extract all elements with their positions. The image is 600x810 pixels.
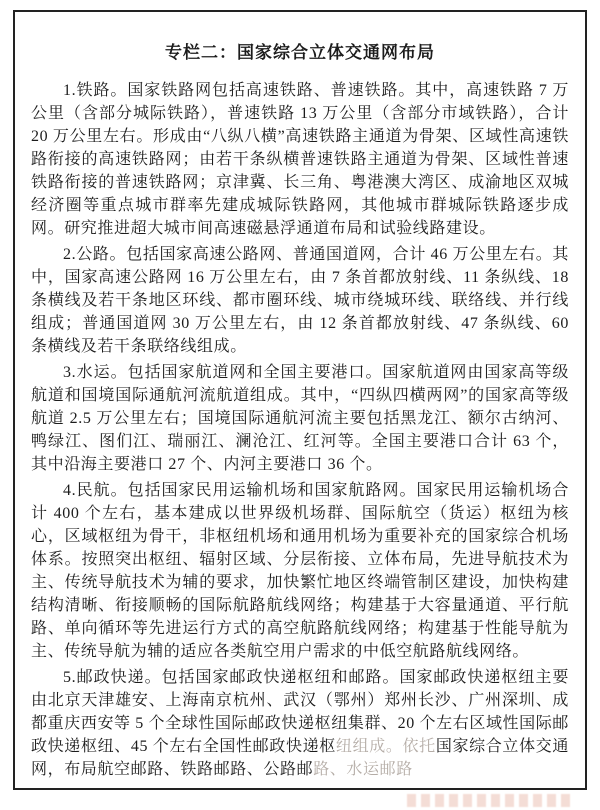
postal-segment-faded: 纽组成。依托 bbox=[335, 738, 436, 755]
paragraph-highway: 2.公路。包括国家高速公路网、普通国道网，合计 46 万公里左右。其中，国家高速公路网 16 万公里左右，由 7 条首都放射线、11 条纵线、18 条横线及若干条地区环线、都市圈环线、城市绕城环线、联络线、并行线组成；普通国道网 30 万公里左右，由 12 条首都放射线、47 条纵线、60 条横线及若干条联络线组成。 bbox=[31, 246, 569, 355]
policy-column-box bbox=[13, 10, 587, 790]
paragraph-railway: 1.铁路。国家铁路网包括高速铁路、普速铁路。其中，高速铁路 7 万公里（含部分城际铁路），普速铁路 13 万公里（含部分市域铁路），合计 20 万公里左右。形成由“八纵八横”高速铁路主通道为骨架、区域性高速铁路衔接的高速铁路网；由若干条纵横普速铁路主通道为骨架、区域性普速铁路衔接的普速铁路网；京津冀、长三角、粤港澳大湾区、成渝地区双城经济圈等重点城市群率先建成城际铁路网，其他城市群城际铁路逐步成网。研究推进超大城市间高速磁悬浮通道布局和试验线路建设。 bbox=[31, 82, 569, 237]
paragraph-aviation: 4.民航。包括国家民用运输机场和国家航路网。国家民用运输机场合计 400 个左右，基本建成以世界级机场群、国际航空（货运）枢纽为核心，区域枢纽为骨干，非枢纽机场和通用机场为重要补充的国家综合机场体系。按照突出枢纽、辐射区域、分层衔接、立体布局，先进导航技术为主、传统导航技术为辅的要求，加快繁忙地区终端管制区建设，加快构建结构清晰、衔接顺畅的国际航路航线网络；构建基于大容量通道、平行航路、单向循环等先进运行方式的高空航路航线网络；构建基于性能导航为主、传统导航为辅的适应各类航空用户需求的中低空航路航线网络。 bbox=[31, 482, 569, 660]
postal-segment-faded: 路、水运邮路 bbox=[313, 761, 413, 778]
scan-watermark-artifact bbox=[407, 794, 572, 807]
postal-segment: 5.邮政快递。包括国家邮政快递枢纽和邮路。国家邮政快递枢纽主要由北京天津雄安、上海南京杭州、武汉（鄂州）郑州长沙、广州深圳、成都重庆西安等 5 个全球性国际邮政快递枢纽集群、20 个左右区域性国际邮政快递枢纽、45 个左右全国性邮政快递枢 bbox=[31, 669, 569, 755]
column-title: 专栏二：国家综合立体交通网布局 bbox=[165, 43, 435, 62]
postal-segment: 国家综合立体交通网，布局航空邮路、铁路邮路、公路邮 bbox=[31, 738, 569, 778]
paragraph-postal bbox=[31, 666, 569, 781]
paragraph-waterway: 3.水运。包括国家航道网和全国主要港口。国家航道网由国家高等级航道和国境国际通航河流航道组成。其中，“四纵四横两网”的国家高等级航道 2.5 万公里左右；国境国际通航河流主要包括黑龙江、额尔古纳河、鸭绿江、图们江、瑞丽江、澜沧江、红河等。全国主要港口合计 63 个，其中沿海主要港口 27 个、内河主要港口 36 个。 bbox=[31, 364, 569, 473]
column-body bbox=[31, 79, 569, 781]
